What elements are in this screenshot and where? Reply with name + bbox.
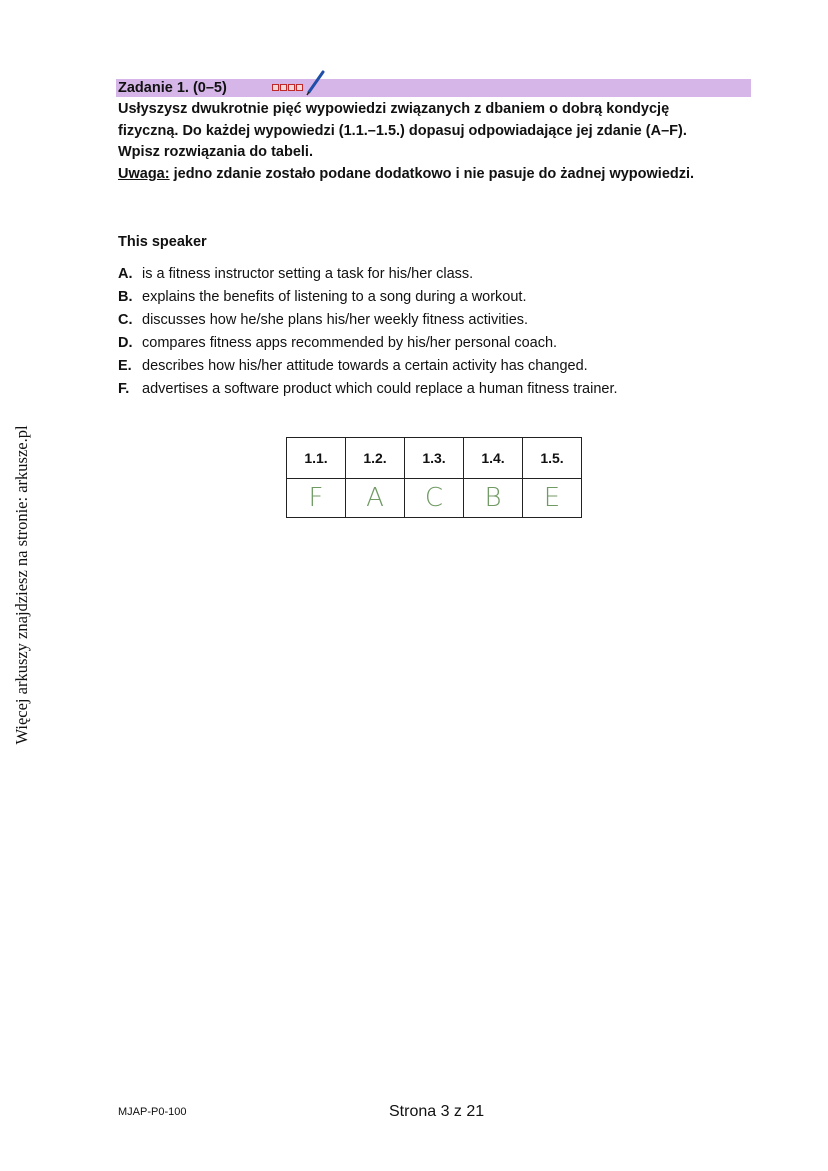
option-text: explains the benefits of listening to a song during a workout. xyxy=(142,289,527,305)
option-letter: F. xyxy=(118,381,130,397)
option-text: describes how his/her attitude towards a certain activity has changed. xyxy=(142,358,588,374)
header-cell: 1.2. xyxy=(346,438,405,479)
instruction-line: Wpisz rozwiązania do tabeli. xyxy=(118,144,313,160)
header-cell: 1.4. xyxy=(464,438,523,479)
answer-table xyxy=(286,437,582,518)
pen-icon xyxy=(306,70,326,96)
header-cell: 1.3. xyxy=(405,438,464,479)
note xyxy=(118,164,758,186)
options-list xyxy=(118,263,618,401)
option-letter: C. xyxy=(118,312,133,328)
option-letter: B. xyxy=(118,289,133,305)
answer-cell[interactable]: B xyxy=(464,479,523,518)
speaker-heading: This speaker xyxy=(118,234,207,250)
header-cell: 1.5. xyxy=(523,438,582,479)
option-letter: A. xyxy=(118,266,133,282)
answer-table-header xyxy=(287,438,582,479)
option-letter: D. xyxy=(118,335,133,351)
option-letter: E. xyxy=(118,358,132,374)
option-d xyxy=(118,332,618,355)
option-text: discusses how he/she plans his/her weekly fitness activities. xyxy=(142,312,529,328)
note-text: jedno zdanie zostało podane dodatkowo i nie pasuje do żadnej wypowiedzi. xyxy=(169,165,695,182)
answer-cell[interactable]: C xyxy=(405,479,464,518)
instruction-line: fizyczną. Do każdej wypowiedzi (1.1.–1.5.) dopasuj odpowiadające jej zdanie (A–F). xyxy=(118,122,687,139)
option-e xyxy=(118,355,618,378)
answer-cell[interactable]: F xyxy=(287,479,346,518)
answer-cell[interactable]: E xyxy=(523,479,582,518)
note-label: Uwaga: xyxy=(118,165,170,182)
side-watermark-text: Więcej arkuszy znajdziesz na stronie: arkusze.pl xyxy=(12,425,31,745)
header-cell: 1.1. xyxy=(287,438,346,479)
option-f xyxy=(118,378,618,401)
option-a xyxy=(118,263,618,286)
answer-row xyxy=(287,479,582,518)
scoring-boxes-icon xyxy=(272,84,303,91)
task-instructions xyxy=(118,99,758,185)
instruction-line: Usłyszysz dwukrotnie pięć wypowiedzi związanych z dbaniem o dobrą kondycję xyxy=(118,101,670,117)
option-text: is a fitness instructor setting a task for his/her class. xyxy=(142,266,474,282)
option-c xyxy=(118,309,618,332)
option-text: compares fitness apps recommended by his/her personal coach. xyxy=(142,335,558,351)
answer-cell[interactable]: A xyxy=(346,479,405,518)
option-text: advertises a software product which could replace a human fitness trainer. xyxy=(142,381,618,397)
exam-code: MJAP-P0-100 xyxy=(118,1106,187,1118)
option-b xyxy=(118,286,618,309)
task-title: Zadanie 1. (0–5) xyxy=(118,80,227,96)
page-number: Strona 3 z 21 xyxy=(389,1103,485,1120)
